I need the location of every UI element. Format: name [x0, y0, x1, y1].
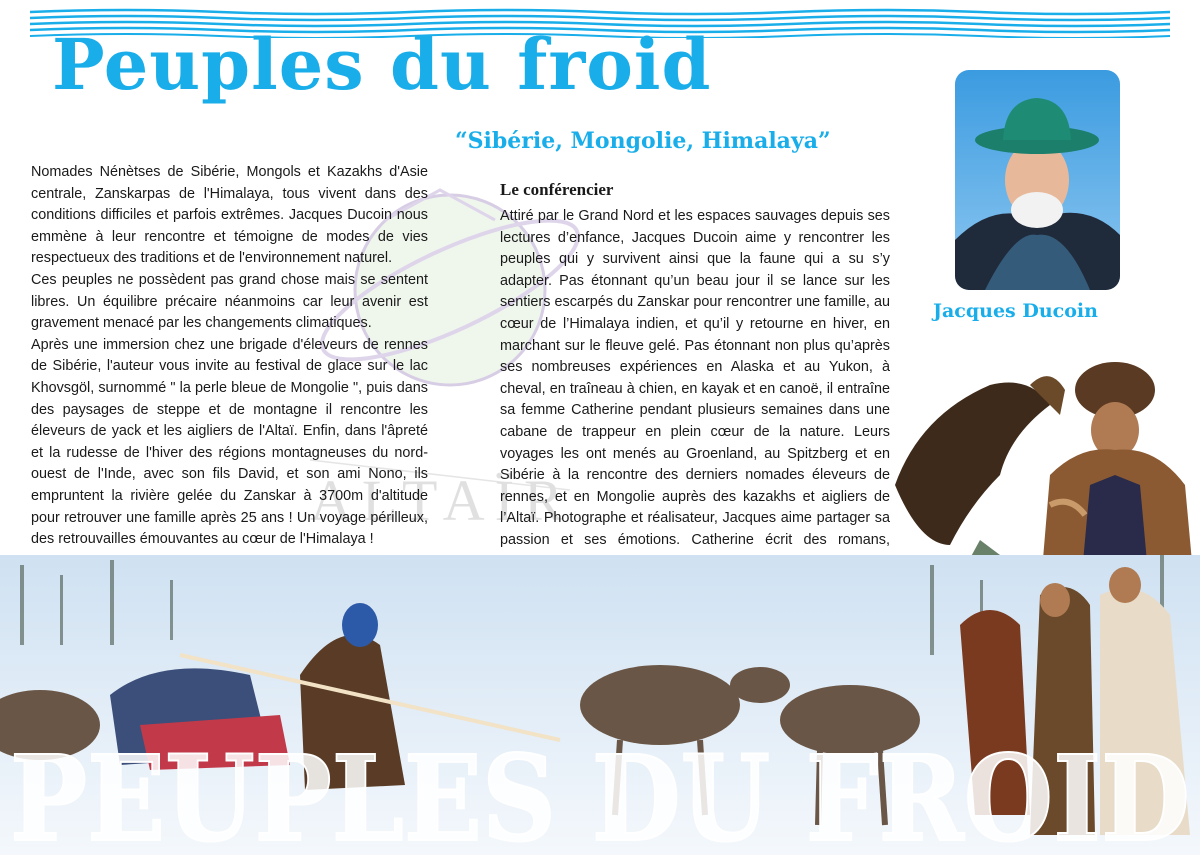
watermark-text: ALTAÏR	[310, 468, 573, 533]
intro-paragraph: Ces peuples ne possèdent pas grand chose mais se sentent libres. Un équilibre précaire néanmoins car leur avenir est gravement menacé par les changements climatiques.	[31, 271, 428, 332]
page-subtitle: “Sibérie, Mongolie, Himalaya”	[455, 128, 831, 154]
speaker-portrait-photo	[955, 70, 1120, 290]
speaker-name: Jacques Ducoin	[933, 300, 1098, 322]
intro-text-column	[31, 162, 428, 551]
speaker-bio-text: Attiré par le Grand Nord et les espaces sauvages depuis ses lectures d’enfance, Jacques Ducoin aime y rencontrer les peuples qui y survivent ainsi que la faune qui a su s’y adapter. Pas étonnant qu’un beau jour il se lance sur les sentiers escarpés du Zanskar pour rencontrer une famille, au cœur de l’Himalaya indien, et qu’il y retourne en hiver, en marchant sur le fleuve gelé. Pas étonnant non plus qu’après ses nombreuses expériences en Alaska et au Yukon, à cheval, en traîneau à chien, en kayak et en canoë, il entraîne sa femme Catherine pendant plusieurs semaines dans une cabane de trappeur en plein cœur de la nature. Leurs voyages les ont menés au Groenland, au Spitzberg et en Sibérie à la rencontre des derniers nomades éleveurs de rennes, et en Mongolie auprès des kazakhs et aigliers de l’Altaï. Photographe et réalisateur, Jacques aime partager sa passion et ses émotions. Catherine écrit des romans,	[500, 208, 890, 548]
page-title: Peuples du froid	[52, 23, 712, 106]
intro-paragraph: Nomades Nénètses de Sibérie, Mongols et Kazakhs d'Asie centrale, Zanskarpas de l'Himalaya, tous vivent dans des conditions difficiles et parfois extrêmes. Jacques Ducoin nous emmène à leur rencontre et témoigne de modes de vies respectueux des traditions et de l'environnement naturel.	[31, 164, 428, 267]
footer-title-text: PEUPLES DU FROID	[10, 740, 1190, 855]
speaker-bio-heading: Le conférencier	[500, 180, 614, 199]
speaker-bio-column	[500, 180, 890, 595]
footer-title-lettering	[0, 740, 1200, 855]
intro-paragraph: Après une immersion chez une brigade d'éleveurs de rennes de Sibérie, l'auteur vous invite au festival de glace sur le lac Khovsgöl, surnommé " la perle bleue de Mongolie ", puis dans des paysages de steppe et de montagne il rencontre les éleveurs de yack et les aigliers de l'Altaï. Enfin, dans l'âpreté et la rudesse de l'hiver des régions montagneuses du nord-ouest de l'Inde, avec son fils David, et son ami Nono, ils empruntent la rivière gelée du Zanskar à 3700m d'altitude pour retrouver une famille après 25 ans ! Un voyage périlleux, des retrouvailles émouvantes au cœur de l'Himalaya !	[31, 336, 428, 548]
